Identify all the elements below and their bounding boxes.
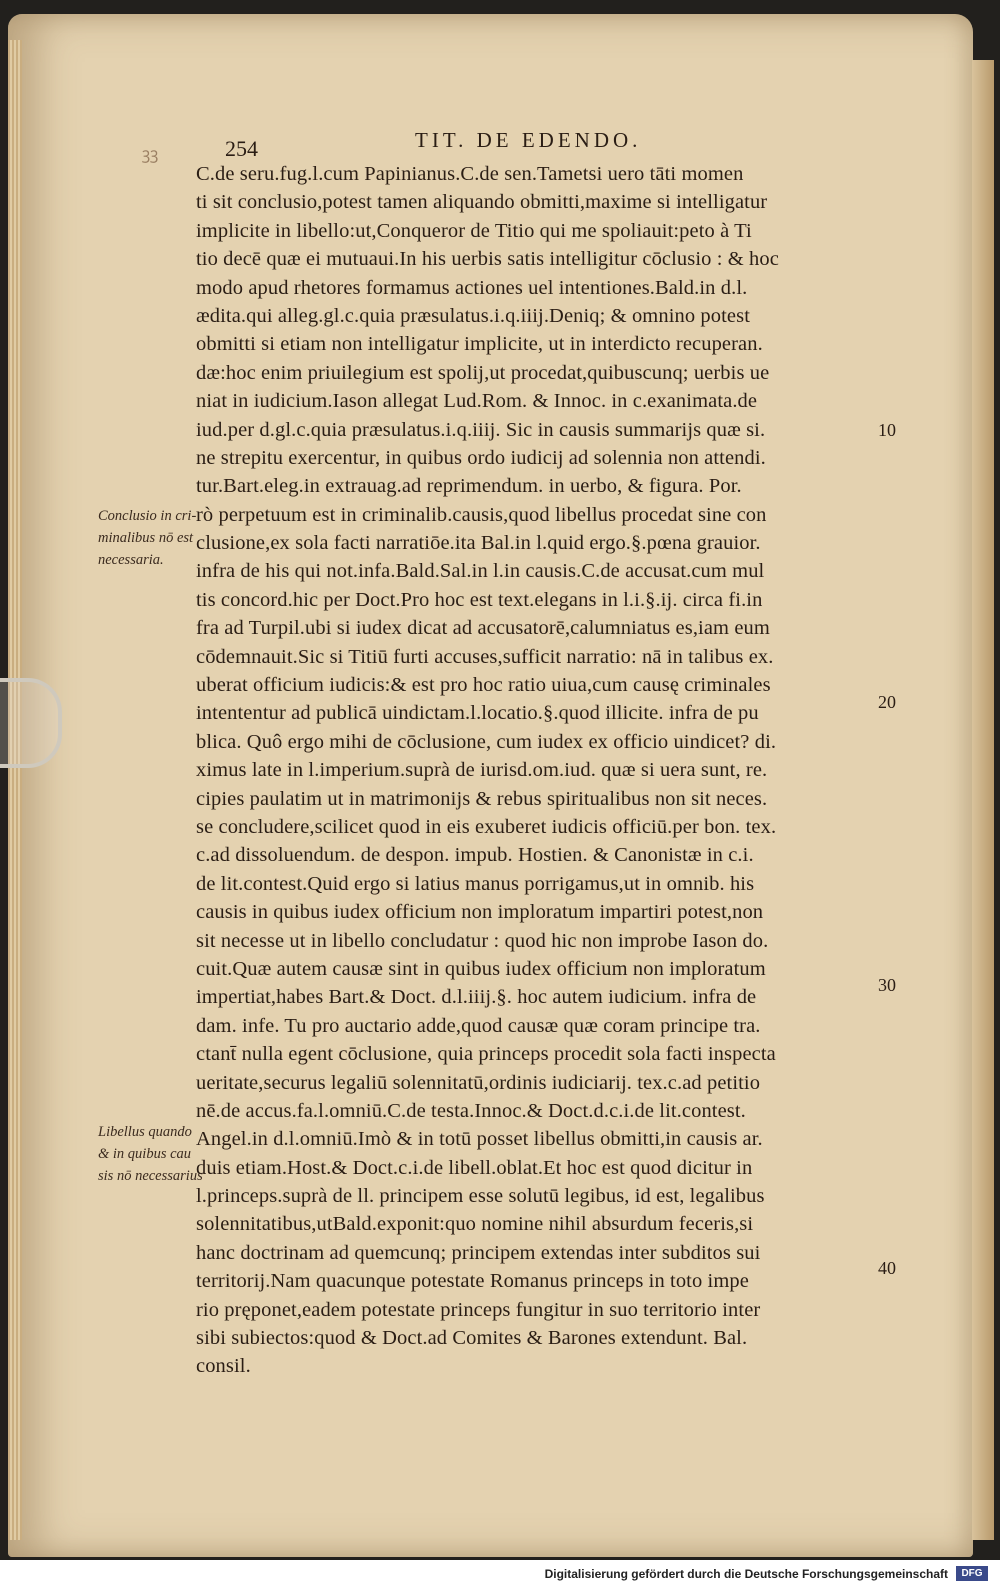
text-line: duis etiam.Host.& Doct.c.i.de libell.oblat.Et hoc est quod dicitur in	[196, 1156, 753, 1179]
text-line: territorij.Nam quacunque potestate Romanus princeps in toto impe	[196, 1270, 749, 1293]
text-line: sibi subiectos:quod & Doct.ad Comites & Barones extendunt. Bal.	[196, 1327, 748, 1350]
text-line: rò perpetuum est in criminalib.causis,quod libellus procedat sine con	[196, 503, 767, 526]
text-line: dam. infe. Tu pro auctario adde,quod causæ quæ coram principe tra.	[196, 1014, 761, 1037]
faded-margin-note	[92, 428, 192, 446]
text-line: tio decē quæ ei mutuaui.In his uerbis satis intelligitur cōclusio : & hoc	[196, 248, 779, 271]
margin-note-conclusio	[98, 505, 216, 571]
page-number: 254	[225, 136, 258, 161]
dfg-logo: DFG	[956, 1566, 988, 1581]
text-line: solennitatibus,utBald.exponit:quo nomine nihil absurdum feceris,si	[196, 1213, 754, 1236]
text-line: ximus late in l.imperium.suprà de iurisd.om.iud. quæ si uera sunt, re.	[196, 759, 768, 782]
line-number-10: 10	[878, 420, 896, 440]
text-line: fra ad Turpil.ubi si iudex dicat ad accusatorē,calumniatus es,iam eum	[196, 617, 770, 640]
text-line: l.princeps.suprà de ll. principem esse solutū legibus, id est, legalibus	[196, 1185, 765, 1208]
text-line: cōdemnauit.Sic si Titiū furti accuses,sufficit narratio: nā in talibus ex.	[196, 645, 774, 668]
text-line: ti sit conclusio,potest tamen aliquando obmitti,maxime si intelligatur	[196, 191, 768, 214]
text-line: hanc doctrinam ad quemcunq; principem extendas inter subditos sui	[196, 1241, 761, 1264]
funding-credit: Digitalisierung gefördert durch die Deutsche Forschungsgemeinschaft	[544, 1567, 948, 1581]
text-line: ueritate,securus legaliū solennitatū,ordinis iudiciarij. tex.c.ad petitio	[196, 1071, 761, 1094]
line-number-40: 40	[878, 1258, 896, 1278]
running-head	[225, 128, 945, 161]
margin-note-libellus	[98, 1121, 216, 1187]
text-line: tur.Bart.eleg.in extrauag.ad reprimendum. in uerbo, & figura. Por.	[196, 475, 742, 498]
line-number-20: 20	[878, 692, 896, 712]
text-line: Angel.in d.l.omniū.Imò & in totū posset libellus obmitti,in causis ar.	[196, 1128, 763, 1151]
footer-bar	[0, 1560, 1000, 1589]
stray-mark: ꝫꝫ	[142, 146, 159, 163]
text-line: cipies paulatim ut in matrimonijs & rebus spiritualibus non sit neces.	[196, 787, 768, 810]
margin-note-line: Conclusio in cri-	[98, 508, 197, 524]
text-line: nē.de accus.fa.l.omniū.C.de testa.Innoc.& Doct.d.c.i.de lit.contest.	[196, 1099, 746, 1122]
margin-note-line: minalibus nō est	[98, 530, 194, 546]
text-line: intententur ad publicā uindictam.l.locatio.§.quod illicite. infra de pu	[196, 702, 759, 725]
margin-note-line: sis nō necessarius	[98, 1168, 203, 1184]
text-line: iud.per d.gl.c.quia præsulatus.i.q.iiij. Sic in causis summarijs quæ si.	[196, 418, 766, 441]
text-line: niat in iudicium.Iason allegat Lud.Rom. & Innoc. in c.exanimata.de	[196, 390, 758, 413]
text-line: modo apud rhetores formamus actiones uel intentiones.Bald.in d.l.	[196, 276, 748, 299]
text-line: sit necesse ut in libello concludatur : quod hic non improbe Iason do.	[196, 929, 769, 952]
right-page-edge	[972, 60, 994, 1540]
text-line: obmitti si etiam non intelligatur implicite, ut in interdicto recuperan.	[196, 333, 763, 356]
running-title: TIT. DE EDENDO.	[415, 128, 642, 152]
text-line: uberat officium iudicis:& est pro hoc ratio uiua,cum causę criminales	[196, 674, 771, 697]
text-line: implicite in libello:ut,Conqueror de Titio qui me spoliauit:peto à Ti	[196, 219, 752, 242]
text-line: c.ad dissoluendum. de despon. impub. Hostien. & Canonistæ in c.i.	[196, 844, 754, 867]
margin-note-line: & in quibus cau	[98, 1146, 192, 1162]
text-line: infra de his qui not.infa.Bald.Sal.in l.in causis.C.de accusat.cum mul	[196, 560, 765, 583]
text-line: ne strepitu exercentur, in quibus ordo iudicij ad solennia non attendi.	[196, 446, 766, 469]
line-number-30: 30	[878, 975, 896, 995]
text-line: causis in quibus iudex officium non imploratum impartiri potest,non	[196, 901, 764, 924]
text-line: de lit.contest.Quid ergo si latius manus porrigamus,ut in omnib. his	[196, 872, 755, 895]
body-text	[196, 160, 900, 1381]
text-line: ctant̄ nulla egent cōclusione, quia princeps procedit sola facti inspecta	[196, 1043, 776, 1066]
text-line: C.de seru.fug.l.cum Papinianus.C.de sen.Tametsi uero tāti momen	[196, 163, 744, 185]
text-line: rio pręponet,eadem potestate princeps fungitur in suo territorio inter	[196, 1298, 761, 1321]
text-line: dæ:hoc enim priuilegium est spolij,ut procedat,quibuscunq; uerbis ue	[196, 361, 770, 384]
margin-note-line: Libellus quando	[98, 1124, 192, 1140]
text-line: clusione,ex sola facti narratiōe.ita Bal.in l.quid ergo.§.pœna grauior.	[196, 532, 761, 555]
text-line: consil.	[196, 1355, 251, 1378]
margin-note-line: necessaria.	[98, 552, 164, 568]
text-line: impertiat,habes Bart.& Doct. d.l.iiij.§. hoc autem iudicium. infra de	[196, 986, 757, 1009]
page-edges	[8, 40, 22, 1540]
text-line: ædita.qui alleg.gl.c.quia præsulatus.i.q.iiij.Deniq; & omnino potest	[196, 304, 750, 327]
text-line: tis concord.hic per Doct.Pro hoc est text.elegans in l.i.§.ij. circa fi.in	[196, 588, 763, 611]
text-line: se concludere,scilicet quod in eis exuberet iudicis officiū.per bon. tex.	[196, 815, 777, 838]
paper-clip	[0, 678, 62, 768]
text-line: blica. Quô ergo mihi de cōclusione, cum iudex ex officio uindicet? di.	[196, 730, 777, 753]
text-line: cuit.Quæ autem causæ sint in quibus iudex officium non imploratum	[196, 957, 766, 980]
